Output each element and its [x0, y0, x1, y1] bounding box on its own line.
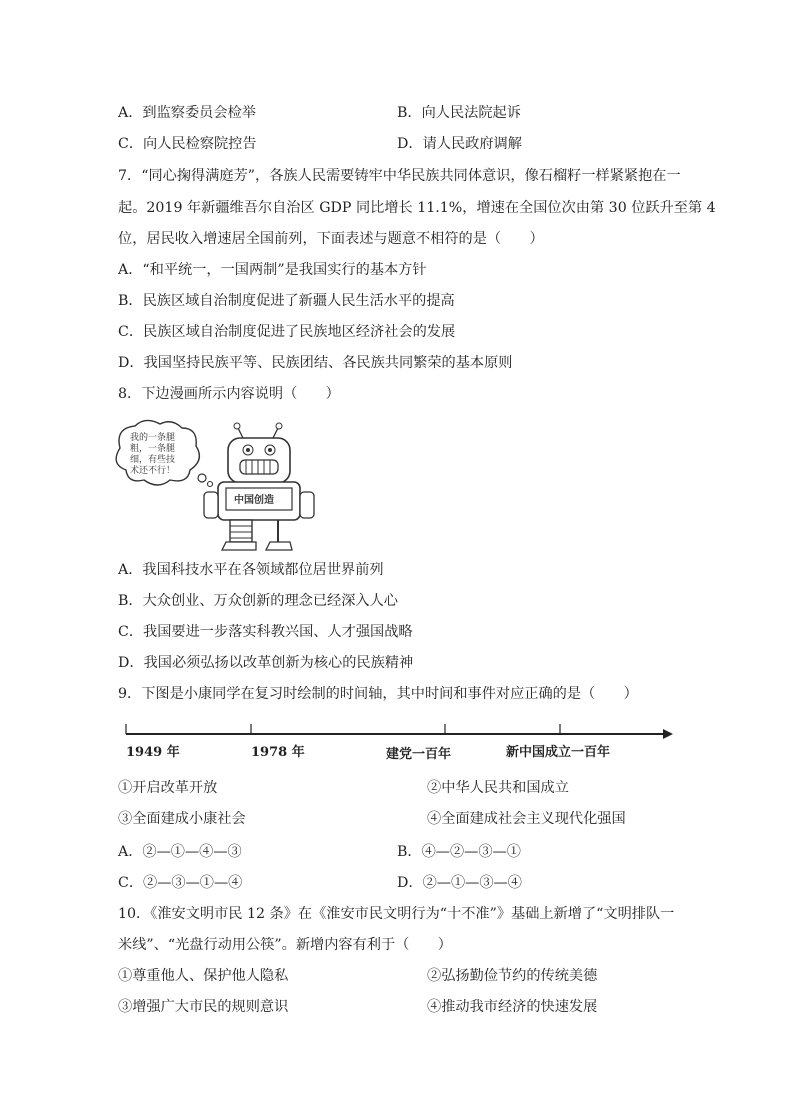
q6-option-a: A．到监察委员会检举 — [118, 105, 256, 121]
timeline-arrow — [663, 729, 673, 739]
robot-sign-text: 中国创造 — [234, 495, 274, 506]
q7-stem-line-2: 起。2019 年新疆维吾尔自治区 GDP 同比增长 11.1%，增速在全国位次由第 30 位跃升至第 4 — [118, 200, 716, 216]
q7-option-a: A．“和平统一，一国两制”是我国实行的基本方针 — [118, 262, 427, 278]
q8-option-a: A．我国科技水平在各领域都位居世界前列 — [118, 562, 384, 578]
q7-option-b: B．民族区域自治制度促进了新疆人民生活水平的提高 — [118, 293, 455, 309]
robot-thick-leg — [230, 520, 252, 542]
q7-stem-line-3: 位，居民收入增速居全国前列，下面表述与题意不相符的是（ ） — [118, 231, 544, 247]
robot-cartoon — [110, 418, 330, 553]
bubble-line-4: 术还不行！ — [130, 466, 176, 476]
bubble-line-2: 粗，一条腿 — [130, 444, 176, 454]
q10-item-2: ②弘扬勤俭节约的传统美德 — [427, 968, 598, 984]
q9-event-1: ①开启改革开放 — [118, 780, 218, 796]
q6-option-b: B．向人民法院起诉 — [397, 105, 521, 121]
timeline-label-1949: 1949 年 — [126, 745, 180, 760]
bubble-line-3: 细，有些技 — [130, 455, 176, 465]
q7-stem-line-1: 7．“同心掬得满庭芳”，各族人民需要铸牢中华民族共同体意识，像石榴籽一样紧紧抱在一 — [118, 168, 681, 184]
q9-option-c: C．②—③—①—④ — [118, 875, 243, 891]
timeline-label-1978: 1978 年 — [251, 745, 305, 760]
q10-stem-line-1: 10．《淮安文明市民 12 条》在《淮安市民文明行为“十不准”》基础上新增了“文明排队一 — [118, 906, 675, 922]
q9-option-b: B．④—②—③—① — [397, 844, 521, 860]
q6-option-d: D．请人民政府调解 — [397, 136, 522, 152]
q8-option-b: B．大众创业、万众创新的理念已经深入人心 — [118, 593, 398, 609]
bubble-line-1: 我的一条腿 — [130, 433, 176, 443]
q10-item-3: ③增强广大市民的规则意识 — [118, 999, 289, 1015]
q8-option-c: C．我国要进一步落实科教兴国、人才强国战略 — [118, 624, 413, 640]
q10-item-4: ④推动我市经济的快速发展 — [427, 999, 598, 1015]
timeline — [118, 718, 673, 766]
q9-stem: 9．下图是小康同学在复习时绘制的时间轴，其中时间和事件对应正确的是（ ） — [118, 686, 638, 702]
q9-event-2: ②中华人民共和国成立 — [427, 780, 569, 796]
timeline-label-party-centenary: 建党一百年 — [386, 747, 452, 762]
q9-option-d: D．②—①—③—④ — [397, 875, 522, 891]
q6-option-c: C．向人民检察院控告 — [118, 136, 257, 152]
q9-event-3: ③全面建成小康社会 — [118, 811, 246, 827]
q7-option-c: C．民族区域自治制度促进了民族地区经济社会的发展 — [118, 324, 456, 340]
q9-event-4: ④全面建成社会主义现代化强国 — [427, 811, 626, 827]
q7-option-d: D．我国坚持民族平等、民族团结、各民族共同繁荣的基本原则 — [118, 355, 513, 371]
q9-option-a: A．②—①—④—③ — [118, 844, 242, 860]
q10-stem-line-2: 米线”、“光盘行动用公筷”。新增内容有利于（ ） — [118, 937, 452, 953]
timeline-label-prc-centenary: 新中国成立一百年 — [506, 745, 611, 760]
q8-stem: 8．下边漫画所示内容说明（ ） — [118, 386, 340, 402]
q8-option-d: D．我国必须弘扬以改革创新为核心的民族精神 — [118, 655, 414, 671]
q10-item-1: ①尊重他人、保护他人隐私 — [118, 968, 289, 984]
